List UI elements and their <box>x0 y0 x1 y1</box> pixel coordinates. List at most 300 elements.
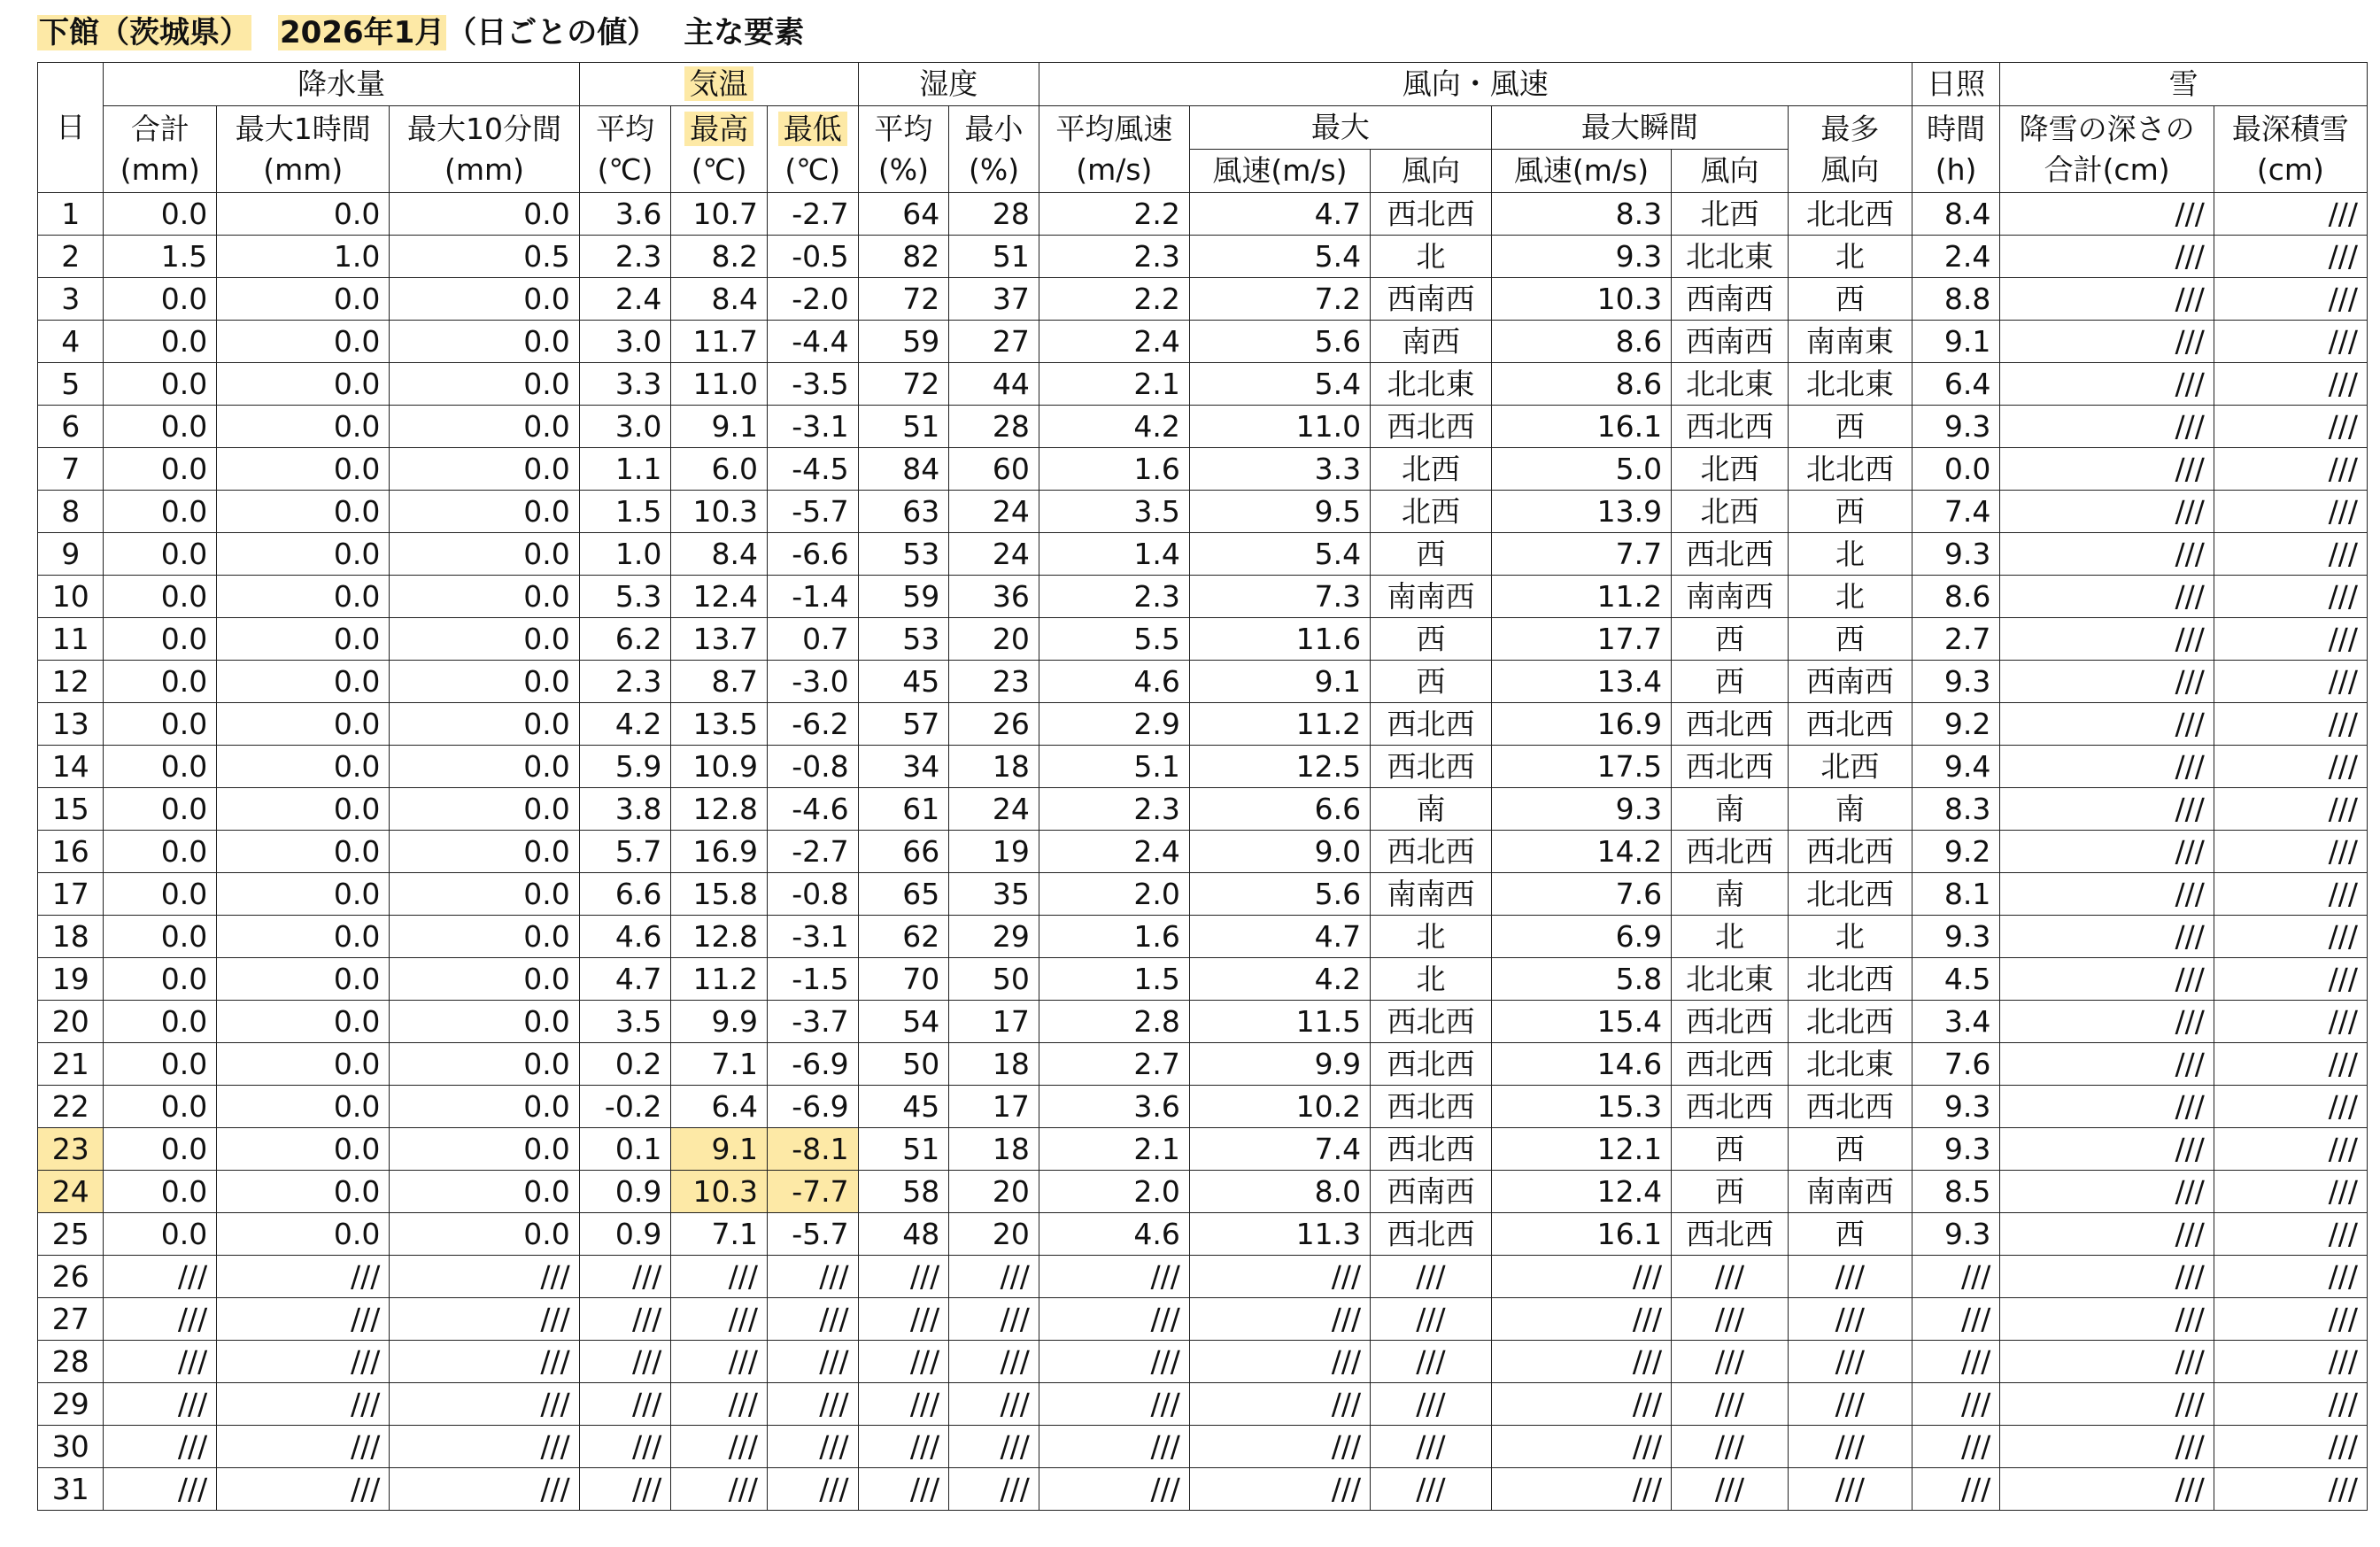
wind-prevailing-cell: 北北西 <box>1788 1001 1912 1043</box>
sunshine-hours-cell: /// <box>1912 1256 2000 1298</box>
header-wind-avg-speed-label: 平均風速 <box>1055 111 1173 146</box>
precip-max1h-cell: /// <box>217 1383 390 1426</box>
humidity-avg-cell: 72 <box>858 278 949 321</box>
header-wind-gust-group: 最大瞬間 <box>1491 106 1788 150</box>
snow-depth-max-cell: /// <box>2214 1128 2367 1171</box>
precip-max10m-cell: 0.0 <box>390 831 579 873</box>
temp-max-cell: /// <box>671 1341 768 1383</box>
precip-total-cell: 0.0 <box>104 831 217 873</box>
precip-max10m-cell: 0.0 <box>390 916 579 958</box>
humidity-min-cell: /// <box>949 1298 1039 1341</box>
precip-max10m-cell: 0.0 <box>390 1043 579 1086</box>
wind-gust-speed-cell: 8.6 <box>1491 321 1671 363</box>
wind-prevailing-cell: 南南東 <box>1788 321 1912 363</box>
sunshine-hours-cell: 8.4 <box>1912 193 2000 236</box>
wind-gust-speed-cell: 6.9 <box>1491 916 1671 958</box>
temp-max-cell: 13.5 <box>671 703 768 746</box>
snowfall-total-cell: /// <box>2000 703 2214 746</box>
sunshine-hours-cell: 8.8 <box>1912 278 2000 321</box>
precip-max10m-cell: /// <box>390 1426 579 1468</box>
table-row <box>38 746 2368 788</box>
temp-avg-cell: 0.9 <box>579 1213 671 1256</box>
humidity-min-cell: 37 <box>949 278 1039 321</box>
snowfall-total-cell: /// <box>2000 406 2214 448</box>
day-cell: 17 <box>38 873 104 916</box>
header-snow-depth-max-line2: (cm) <box>2256 151 2324 187</box>
wind-prevailing-cell: 西 <box>1788 1213 1912 1256</box>
day-cell: 5 <box>38 363 104 406</box>
wind-max-speed-cell: /// <box>1189 1341 1370 1383</box>
humidity-min-cell: 18 <box>949 746 1039 788</box>
sunshine-hours-cell: 9.3 <box>1912 1086 2000 1128</box>
header-temp-min-unit: (℃) <box>784 151 841 187</box>
temp-max-cell: 10.3 <box>671 1171 768 1213</box>
wind-gust-speed-cell: 7.7 <box>1491 533 1671 576</box>
precip-total-cell: 0.0 <box>104 958 217 1001</box>
temp-max-cell: 12.8 <box>671 788 768 831</box>
day-cell: 2 <box>38 236 104 278</box>
snowfall-total-cell: /// <box>2000 491 2214 533</box>
wind-max-speed-cell: 9.5 <box>1189 491 1370 533</box>
humidity-min-cell: 35 <box>949 873 1039 916</box>
snowfall-total-cell: /// <box>2000 1426 2214 1468</box>
humidity-min-cell: 24 <box>949 788 1039 831</box>
temp-min-cell: -7.7 <box>767 1171 858 1213</box>
wind-avg-speed-cell: 2.8 <box>1039 1001 1189 1043</box>
wind-max-direction-cell: 西北西 <box>1371 193 1492 236</box>
temp-max-cell: /// <box>671 1298 768 1341</box>
wind-prevailing-cell: 北北東 <box>1788 1043 1912 1086</box>
snow-depth-max-cell: /// <box>2214 1341 2367 1383</box>
snowfall-total-cell: /// <box>2000 1383 2214 1426</box>
wind-prevailing-cell: 北 <box>1788 916 1912 958</box>
humidity-avg-cell: 51 <box>858 406 949 448</box>
header-sunshine-hours-label: 時間 <box>1927 111 1986 146</box>
humidity-avg-cell: /// <box>858 1383 949 1426</box>
day-cell: 9 <box>38 533 104 576</box>
wind-gust-direction-cell: 西南西 <box>1672 278 1789 321</box>
temp-max-cell: 9.1 <box>671 1128 768 1171</box>
temp-avg-cell: 1.0 <box>579 533 671 576</box>
temp-max-cell: 11.2 <box>671 958 768 1001</box>
header-wind-gust-direction: 風向 <box>1672 150 1789 193</box>
precip-max1h-cell: 0.0 <box>217 661 390 703</box>
wind-max-direction-cell: 北西 <box>1371 448 1492 491</box>
humidity-min-cell: 18 <box>949 1043 1039 1086</box>
sunshine-hours-cell: 6.4 <box>1912 363 2000 406</box>
precip-max10m-cell: 0.0 <box>390 1001 579 1043</box>
temp-min-cell: -4.6 <box>767 788 858 831</box>
wind-max-speed-cell: 5.4 <box>1189 533 1370 576</box>
table-row <box>38 1468 2368 1511</box>
wind-max-speed-cell: 8.0 <box>1189 1171 1370 1213</box>
humidity-avg-cell: 72 <box>858 363 949 406</box>
humidity-min-cell: 29 <box>949 916 1039 958</box>
wind-gust-speed-cell: 16.1 <box>1491 1213 1671 1256</box>
wind-gust-direction-cell: 西 <box>1672 1128 1789 1171</box>
precip-total-cell: /// <box>104 1341 217 1383</box>
day-cell: 23 <box>38 1128 104 1171</box>
snow-depth-max-cell: /// <box>2214 321 2367 363</box>
temp-max-cell: 12.4 <box>671 576 768 618</box>
wind-max-direction-cell: 西北西 <box>1371 703 1492 746</box>
header-humidity-min-label: 最小 <box>964 111 1024 146</box>
humidity-avg-cell: 65 <box>858 873 949 916</box>
precip-max1h-cell: 0.0 <box>217 491 390 533</box>
sunshine-hours-cell: 3.4 <box>1912 1001 2000 1043</box>
wind-max-direction-cell: /// <box>1371 1256 1492 1298</box>
snowfall-total-cell: /// <box>2000 363 2214 406</box>
temp-max-cell: /// <box>671 1383 768 1426</box>
wind-prevailing-cell: 西 <box>1788 491 1912 533</box>
wind-prevailing-cell: /// <box>1788 1468 1912 1511</box>
humidity-min-cell: 17 <box>949 1086 1039 1128</box>
temp-min-cell: -0.8 <box>767 746 858 788</box>
wind-gust-speed-cell: /// <box>1491 1256 1671 1298</box>
temp-avg-cell: 4.7 <box>579 958 671 1001</box>
snow-depth-max-cell: /// <box>2214 448 2367 491</box>
wind-max-speed-cell: 7.4 <box>1189 1128 1370 1171</box>
precip-total-cell: 0.0 <box>104 1001 217 1043</box>
sunshine-hours-cell: /// <box>1912 1298 2000 1341</box>
wind-gust-direction-cell: 北西 <box>1672 448 1789 491</box>
precip-max10m-cell: 0.0 <box>390 576 579 618</box>
precip-max1h-cell: 0.0 <box>217 576 390 618</box>
wind-prevailing-cell: 西 <box>1788 406 1912 448</box>
temp-avg-cell: 1.5 <box>579 491 671 533</box>
snow-depth-max-cell: /// <box>2214 1043 2367 1086</box>
snowfall-total-cell: /// <box>2000 1086 2214 1128</box>
wind-max-speed-cell: 4.7 <box>1189 193 1370 236</box>
sunshine-hours-cell: 8.5 <box>1912 1171 2000 1213</box>
table-row <box>38 788 2368 831</box>
precip-max1h-cell: 0.0 <box>217 193 390 236</box>
humidity-min-cell: 24 <box>949 533 1039 576</box>
humidity-avg-cell: 63 <box>858 491 949 533</box>
header-day: 日 <box>38 63 104 193</box>
temp-max-cell: /// <box>671 1468 768 1511</box>
snowfall-total-cell: /// <box>2000 321 2214 363</box>
wind-gust-direction-cell: 西北西 <box>1672 533 1789 576</box>
snowfall-total-cell: /// <box>2000 1213 2214 1256</box>
temp-avg-cell: 3.0 <box>579 321 671 363</box>
temp-avg-cell: /// <box>579 1426 671 1468</box>
humidity-avg-cell: 34 <box>858 746 949 788</box>
precip-total-cell: /// <box>104 1426 217 1468</box>
table-row <box>38 321 2368 363</box>
wind-max-speed-cell: 7.2 <box>1189 278 1370 321</box>
humidity-min-cell: /// <box>949 1468 1039 1511</box>
wind-gust-speed-cell: 12.4 <box>1491 1171 1671 1213</box>
precip-max1h-cell: 0.0 <box>217 533 390 576</box>
daily-weather-table-container <box>37 62 2368 1511</box>
day-cell: 7 <box>38 448 104 491</box>
snowfall-total-cell: /// <box>2000 533 2214 576</box>
table-row <box>38 1256 2368 1298</box>
wind-gust-direction-cell: 西南西 <box>1672 321 1789 363</box>
wind-max-speed-cell: 11.5 <box>1189 1001 1370 1043</box>
table-row <box>38 1043 2368 1086</box>
header-temp-max <box>671 106 768 193</box>
wind-avg-speed-cell: 5.1 <box>1039 746 1189 788</box>
humidity-avg-cell: 64 <box>858 193 949 236</box>
temp-avg-cell: 1.1 <box>579 448 671 491</box>
temp-avg-cell: -0.2 <box>579 1086 671 1128</box>
temp-min-cell: -6.9 <box>767 1043 858 1086</box>
wind-gust-direction-cell: 西北西 <box>1672 831 1789 873</box>
sunshine-hours-cell: /// <box>1912 1426 2000 1468</box>
humidity-min-cell: 51 <box>949 236 1039 278</box>
snowfall-total-cell: /// <box>2000 1341 2214 1383</box>
wind-max-speed-cell: 4.7 <box>1189 916 1370 958</box>
header-wind-gust-speed: 風速(m/s) <box>1491 150 1671 193</box>
wind-prevailing-cell: 北北西 <box>1788 873 1912 916</box>
humidity-avg-cell: 59 <box>858 576 949 618</box>
wind-gust-direction-cell: /// <box>1672 1383 1789 1426</box>
humidity-avg-cell: 62 <box>858 916 949 958</box>
snow-depth-max-cell: /// <box>2214 1383 2367 1426</box>
temp-avg-cell: 2.3 <box>579 236 671 278</box>
wind-gust-speed-cell: 17.5 <box>1491 746 1671 788</box>
wind-prevailing-cell: 西 <box>1788 618 1912 661</box>
header-sunshine-hours-unit: (h) <box>1935 151 1977 187</box>
temp-max-cell: /// <box>671 1426 768 1468</box>
wind-avg-speed-cell: 2.4 <box>1039 831 1189 873</box>
wind-avg-speed-cell: /// <box>1039 1383 1189 1426</box>
wind-gust-speed-cell: 10.3 <box>1491 278 1671 321</box>
wind-gust-direction-cell: 北北東 <box>1672 236 1789 278</box>
header-humidity-avg-label: 平均 <box>874 111 933 146</box>
temp-min-cell: /// <box>767 1298 858 1341</box>
wind-max-speed-cell: 11.2 <box>1189 703 1370 746</box>
day-cell: 14 <box>38 746 104 788</box>
wind-avg-speed-cell: 1.6 <box>1039 448 1189 491</box>
humidity-min-cell: 26 <box>949 703 1039 746</box>
precip-max10m-cell: 0.0 <box>390 278 579 321</box>
precip-max1h-cell: 0.0 <box>217 1043 390 1086</box>
wind-max-direction-cell: /// <box>1371 1426 1492 1468</box>
snow-depth-max-cell: /// <box>2214 1426 2367 1468</box>
snowfall-total-cell: /// <box>2000 1298 2214 1341</box>
precip-max10m-cell: 0.0 <box>390 193 579 236</box>
wind-max-direction-cell: 西南西 <box>1371 278 1492 321</box>
wind-gust-direction-cell: /// <box>1672 1341 1789 1383</box>
wind-avg-speed-cell: 1.6 <box>1039 916 1189 958</box>
humidity-avg-cell: 84 <box>858 448 949 491</box>
temp-avg-cell: 3.0 <box>579 406 671 448</box>
wind-avg-speed-cell: /// <box>1039 1256 1189 1298</box>
wind-max-direction-cell: 南 <box>1371 788 1492 831</box>
wind-gust-direction-cell: 北北東 <box>1672 958 1789 1001</box>
wind-gust-direction-cell: 南 <box>1672 788 1789 831</box>
sunshine-hours-cell: 9.1 <box>1912 321 2000 363</box>
wind-max-speed-cell: /// <box>1189 1383 1370 1426</box>
wind-avg-speed-cell: 2.0 <box>1039 1171 1189 1213</box>
snow-depth-max-cell: /// <box>2214 533 2367 576</box>
day-cell: 30 <box>38 1426 104 1468</box>
wind-gust-speed-cell: 14.2 <box>1491 831 1671 873</box>
wind-max-speed-cell: /// <box>1189 1468 1370 1511</box>
humidity-avg-cell: 66 <box>858 831 949 873</box>
snowfall-total-cell: /// <box>2000 448 2214 491</box>
temp-avg-cell: /// <box>579 1383 671 1426</box>
wind-prevailing-cell: /// <box>1788 1426 1912 1468</box>
wind-prevailing-cell: 北 <box>1788 236 1912 278</box>
sunshine-hours-cell: 9.3 <box>1912 1128 2000 1171</box>
humidity-min-cell: 50 <box>949 958 1039 1001</box>
wind-gust-direction-cell: 西北西 <box>1672 1001 1789 1043</box>
table-row <box>38 406 2368 448</box>
wind-gust-speed-cell: 16.9 <box>1491 703 1671 746</box>
temp-min-cell: -2.0 <box>767 278 858 321</box>
precip-max1h-cell: 0.0 <box>217 788 390 831</box>
wind-avg-speed-cell: /// <box>1039 1298 1189 1341</box>
temp-avg-cell: 5.3 <box>579 576 671 618</box>
precip-total-cell: 0.0 <box>104 1128 217 1171</box>
humidity-avg-cell: /// <box>858 1468 949 1511</box>
day-cell: 18 <box>38 916 104 958</box>
wind-avg-speed-cell: 4.2 <box>1039 406 1189 448</box>
humidity-avg-cell: 54 <box>858 1001 949 1043</box>
day-cell: 19 <box>38 958 104 1001</box>
header-humidity-group: 湿度 <box>858 63 1039 106</box>
wind-max-speed-cell: 11.3 <box>1189 1213 1370 1256</box>
snow-depth-max-cell: /// <box>2214 576 2367 618</box>
wind-prevailing-cell: 南南西 <box>1788 1171 1912 1213</box>
header-precip-max1h-label: 最大1時間 <box>235 111 371 146</box>
wind-prevailing-cell: 北北東 <box>1788 363 1912 406</box>
wind-prevailing-cell: /// <box>1788 1298 1912 1341</box>
snowfall-total-cell: /// <box>2000 1171 2214 1213</box>
snow-depth-max-cell: /// <box>2214 1001 2367 1043</box>
humidity-min-cell: 24 <box>949 491 1039 533</box>
temp-min-cell: -0.8 <box>767 873 858 916</box>
sunshine-hours-cell: 9.3 <box>1912 916 2000 958</box>
sunshine-hours-cell: 9.2 <box>1912 831 2000 873</box>
day-cell: 21 <box>38 1043 104 1086</box>
precip-total-cell: 0.0 <box>104 1086 217 1128</box>
header-temp-avg <box>579 106 671 193</box>
humidity-min-cell: /// <box>949 1383 1039 1426</box>
wind-max-speed-cell: 11.6 <box>1189 618 1370 661</box>
header-snowfall-total-line1: 降雪の深さの <box>2019 111 2195 146</box>
snow-depth-max-cell: /// <box>2214 1298 2367 1341</box>
table-row <box>38 533 2368 576</box>
wind-gust-direction-cell: 北西 <box>1672 193 1789 236</box>
precip-max10m-cell: 0.0 <box>390 1171 579 1213</box>
precip-max10m-cell: /// <box>390 1468 579 1511</box>
wind-max-speed-cell: /// <box>1189 1426 1370 1468</box>
header-humidity-avg-unit: (%) <box>877 151 929 187</box>
wind-avg-speed-cell: 1.5 <box>1039 958 1189 1001</box>
temp-min-cell: -0.5 <box>767 236 858 278</box>
wind-max-direction-cell: 南西 <box>1371 321 1492 363</box>
humidity-avg-cell: 61 <box>858 788 949 831</box>
header-temp-avg-unit: (℃) <box>597 151 653 187</box>
wind-gust-direction-cell: /// <box>1672 1468 1789 1511</box>
precip-total-cell: 0.0 <box>104 618 217 661</box>
temp-max-cell: 8.4 <box>671 278 768 321</box>
header-snow-depth-max-line1: 最深積雪 <box>2231 111 2349 146</box>
wind-gust-speed-cell: /// <box>1491 1298 1671 1341</box>
precip-max10m-cell: 0.0 <box>390 1128 579 1171</box>
humidity-min-cell: 17 <box>949 1001 1039 1043</box>
precip-max10m-cell: 0.0 <box>390 321 579 363</box>
temp-avg-cell: 3.8 <box>579 788 671 831</box>
table-row <box>38 1001 2368 1043</box>
sunshine-hours-cell: 9.3 <box>1912 406 2000 448</box>
precip-total-cell: /// <box>104 1298 217 1341</box>
day-cell: 28 <box>38 1341 104 1383</box>
header-temp-min <box>767 106 858 193</box>
humidity-min-cell: 20 <box>949 1213 1039 1256</box>
wind-prevailing-cell: 西北西 <box>1788 1086 1912 1128</box>
wind-avg-speed-cell: 1.4 <box>1039 533 1189 576</box>
wind-max-speed-cell: 9.0 <box>1189 831 1370 873</box>
wind-max-speed-cell: 7.3 <box>1189 576 1370 618</box>
header-snowfall-total-line2: 合計(cm) <box>2044 151 2170 187</box>
humidity-avg-cell: /// <box>858 1298 949 1341</box>
header-precip-group: 降水量 <box>104 63 579 106</box>
table-row <box>38 703 2368 746</box>
temp-min-cell: 0.7 <box>767 618 858 661</box>
precip-max1h-cell: 0.0 <box>217 1086 390 1128</box>
temp-min-cell: /// <box>767 1256 858 1298</box>
precip-total-cell: 0.0 <box>104 278 217 321</box>
wind-max-direction-cell: /// <box>1371 1341 1492 1383</box>
wind-max-direction-cell: 西 <box>1371 618 1492 661</box>
precip-max1h-cell: /// <box>217 1298 390 1341</box>
humidity-avg-cell: 82 <box>858 236 949 278</box>
header-sunshine: 日照 <box>1912 63 2000 106</box>
temp-min-cell: -3.7 <box>767 1001 858 1043</box>
header-precip-max10m-unit: (mm) <box>444 151 525 187</box>
temp-min-cell: -8.1 <box>767 1128 858 1171</box>
header-wind-prevailing-line1: 最多 <box>1820 111 1880 146</box>
precip-max1h-cell: /// <box>217 1426 390 1468</box>
snowfall-total-cell: /// <box>2000 1043 2214 1086</box>
temp-avg-cell: 6.2 <box>579 618 671 661</box>
sunshine-hours-cell: 9.4 <box>1912 746 2000 788</box>
humidity-avg-cell: /// <box>858 1256 949 1298</box>
precip-max10m-cell: 0.0 <box>390 746 579 788</box>
wind-gust-direction-cell: 西北西 <box>1672 1213 1789 1256</box>
wind-max-speed-cell: 11.0 <box>1189 406 1370 448</box>
wind-gust-speed-cell: /// <box>1491 1468 1671 1511</box>
day-cell: 22 <box>38 1086 104 1128</box>
table-row <box>38 916 2368 958</box>
precip-total-cell: /// <box>104 1383 217 1426</box>
wind-max-direction-cell: /// <box>1371 1468 1492 1511</box>
precip-total-cell: 0.0 <box>104 321 217 363</box>
wind-prevailing-cell: /// <box>1788 1256 1912 1298</box>
wind-avg-speed-cell: 2.1 <box>1039 363 1189 406</box>
sunshine-hours-cell: 9.3 <box>1912 1213 2000 1256</box>
wind-prevailing-cell: 北北西 <box>1788 193 1912 236</box>
wind-gust-speed-cell: 8.3 <box>1491 193 1671 236</box>
precip-max1h-cell: 1.0 <box>217 236 390 278</box>
temp-avg-cell: 0.2 <box>579 1043 671 1086</box>
wind-max-speed-cell: 5.4 <box>1189 363 1370 406</box>
sunshine-hours-cell: 0.0 <box>1912 448 2000 491</box>
day-cell: 20 <box>38 1001 104 1043</box>
snow-depth-max-cell: /// <box>2214 406 2367 448</box>
humidity-avg-cell: 53 <box>858 618 949 661</box>
temp-max-cell: 8.4 <box>671 533 768 576</box>
temp-max-cell: 7.1 <box>671 1213 768 1256</box>
wind-avg-speed-cell: /// <box>1039 1468 1189 1511</box>
wind-avg-speed-cell: 2.2 <box>1039 193 1189 236</box>
